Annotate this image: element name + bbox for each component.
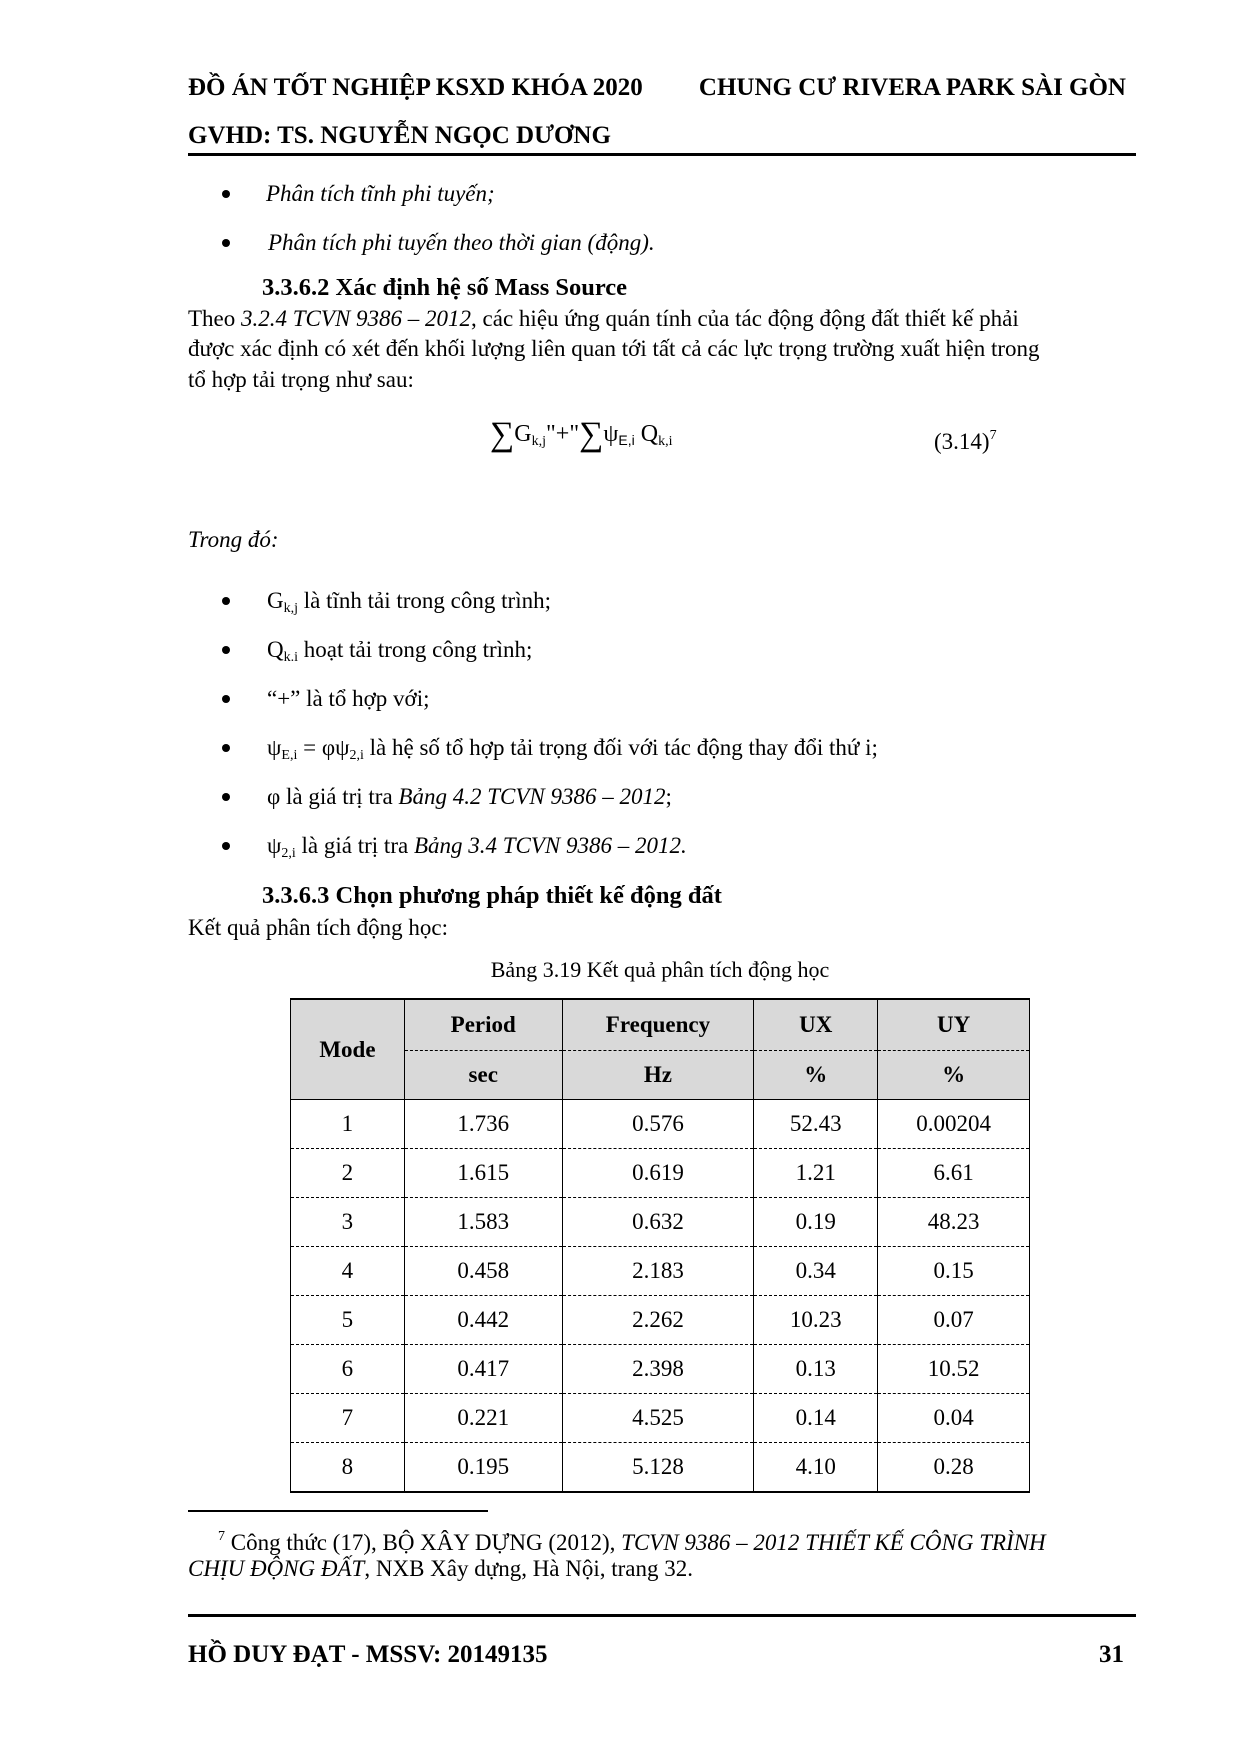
cell-mode: 8: [291, 1443, 405, 1493]
footnote-text: , NXB Xây dựng, Hà Nội, trang 32.: [364, 1556, 694, 1581]
cell-mode: 1: [291, 1100, 405, 1149]
symbol-subscript: k.i: [283, 650, 299, 665]
unit-period: sec: [404, 1051, 562, 1100]
formula-g-subscript: k,j: [531, 434, 546, 449]
header-period: Period: [404, 999, 562, 1051]
paragraph-rest: , các hiệu ứng quán tính của tác động động đất thiết kế phải: [471, 306, 1019, 331]
definition-phi: [267, 781, 672, 813]
footnote-number: 7: [218, 1529, 225, 1544]
table-row: [291, 1296, 1030, 1345]
section-heading-design-method: 3.3.6.3 Chọn phương pháp thiết kế động đất: [262, 882, 722, 909]
section-heading-mass-source: 3.3.6.2 Xác định hệ số Mass Source: [262, 274, 628, 301]
section-intro: Kết quả phân tích động học:: [188, 915, 448, 940]
bullet-dot: [222, 793, 230, 801]
cell-frequency: 2.262: [562, 1296, 754, 1345]
bullet-dot: [222, 842, 230, 850]
cell-frequency: 2.398: [562, 1345, 754, 1394]
unit-frequency: Hz: [562, 1051, 754, 1100]
cell-period: 1.583: [404, 1198, 562, 1247]
definition-plus: “+” là tổ hợp với;: [267, 686, 430, 711]
cell-period: 0.195: [404, 1443, 562, 1493]
footnote-title: CHỊU ĐỘNG ĐẤT: [188, 1556, 365, 1581]
cell-frequency: 2.183: [562, 1247, 754, 1296]
symbol-q: Q: [267, 637, 284, 662]
symbol-subscript: k,j: [283, 601, 299, 616]
cell-ux: 52.43: [754, 1100, 878, 1149]
cell-ux: 0.14: [754, 1394, 878, 1443]
cell-frequency: 0.619: [562, 1149, 754, 1198]
definition-end: ;: [665, 784, 672, 809]
cell-ux: 4.10: [754, 1443, 878, 1493]
paragraph-prefix: Theo: [188, 306, 242, 331]
header-left-title: ĐỒ ÁN TỐT NGHIỆP KSXD KHÓA 2020: [188, 74, 643, 101]
header-mode: Mode: [291, 999, 405, 1100]
cell-uy: 0.04: [878, 1394, 1030, 1443]
cell-frequency: 5.128: [562, 1443, 754, 1493]
formula-number-text: (3.14): [934, 429, 990, 454]
definition-reference: Bảng 4.2 TCVN 9386 – 2012: [398, 784, 666, 809]
cell-ux: 1.21: [754, 1149, 878, 1198]
bullet-dot: [222, 239, 230, 247]
where-label: Trong đó:: [188, 527, 279, 552]
footer-rule: [188, 1614, 1136, 1617]
cell-mode: 5: [291, 1296, 405, 1345]
footer-author: HỒ DUY ĐẠT - MSSV: 20149135: [188, 1641, 548, 1668]
cell-ux: 0.19: [754, 1198, 878, 1247]
formula-g: G: [514, 421, 532, 447]
footnote-rule: [188, 1510, 488, 1512]
table-header-row: [291, 999, 1030, 1051]
footnote-title: TCVN 9386 – 2012 THIẾT KẾ CÔNG TRÌNH: [621, 1530, 1046, 1555]
page-number: 31: [1099, 1641, 1124, 1668]
definition-gkj: [267, 585, 551, 625]
formula-q-subscript: k,i: [658, 434, 673, 449]
cell-uy: 0.15: [878, 1247, 1030, 1296]
symbol-psi: ψ: [267, 735, 282, 760]
symbol-subscript: E,i: [281, 748, 298, 763]
formula-psi: ψ: [603, 421, 619, 447]
bullet-dot: [222, 646, 230, 654]
table-row: [291, 1100, 1030, 1149]
table-row: [291, 1198, 1030, 1247]
paragraph-line-2: được xác định có xét đến khối lượng liên quan tới tất cả các lực trọng trường xuất hiện trong: [188, 336, 1040, 361]
footnote-line-2: [188, 1553, 693, 1585]
definition-psi-2i: [267, 830, 687, 870]
definition-text: là tĩnh tải trong công trình;: [298, 588, 551, 613]
dynamic-analysis-table: [290, 998, 1030, 1493]
table-row: [291, 1443, 1030, 1493]
definition-qki: [267, 634, 532, 674]
footnote-mark: 7: [989, 428, 997, 443]
unit-ux: %: [754, 1051, 878, 1100]
formula: [490, 416, 672, 454]
formula-number: [934, 420, 997, 458]
cell-ux: 0.13: [754, 1345, 878, 1394]
cell-ux: 10.23: [754, 1296, 878, 1345]
header-advisor: GVHD: TS. NGUYỄN NGỌC DƯƠNG: [188, 122, 611, 149]
cell-uy: 0.00204: [878, 1100, 1030, 1149]
bullet-dot: [222, 190, 230, 198]
cell-uy: 0.28: [878, 1443, 1030, 1493]
cell-mode: 2: [291, 1149, 405, 1198]
symbol-subscript: 2,i: [349, 748, 364, 763]
header-rule: [188, 153, 1136, 156]
cell-period: 0.458: [404, 1247, 562, 1296]
intro-bullet-1: Phân tích tĩnh phi tuyến;: [266, 181, 495, 206]
cell-mode: 7: [291, 1394, 405, 1443]
formula-q: Q: [640, 421, 659, 447]
bullet-dot: [222, 597, 230, 605]
cell-frequency: 0.576: [562, 1100, 754, 1149]
table-caption: Bảng 3.19 Kết quả phân tích động học: [490, 957, 830, 982]
paragraph-line-3: tổ hợp tải trọng như sau:: [188, 367, 414, 392]
cell-period: 0.417: [404, 1345, 562, 1394]
formula-plus: "+": [545, 421, 580, 447]
symbol-psi: ψ: [267, 833, 282, 858]
intro-bullet-2: Phân tích phi tuyến theo thời gian (động).: [268, 230, 655, 255]
table-row: [291, 1345, 1030, 1394]
cell-period: 1.736: [404, 1100, 562, 1149]
definition-text: là giá trị tra: [295, 833, 414, 858]
definition-psi-ei: [267, 732, 878, 772]
definition-text: hoạt tải trong công trình;: [298, 637, 533, 662]
definition-equation: = φψ: [297, 735, 350, 760]
cell-uy: 48.23: [878, 1198, 1030, 1247]
sum-symbol: ∑: [490, 416, 515, 453]
definition-reference: Bảng 3.4 TCVN 9386 – 2012.: [413, 833, 687, 858]
cell-uy: 10.52: [878, 1345, 1030, 1394]
paragraph-line-1: [188, 303, 1019, 335]
symbol-g: G: [267, 588, 284, 613]
table-row: [291, 1149, 1030, 1198]
cell-mode: 4: [291, 1247, 405, 1296]
cell-period: 1.615: [404, 1149, 562, 1198]
footnote-text: Công thức (17), BỘ XÂY DỰNG (2012),: [225, 1530, 622, 1555]
symbol-subscript: 2,i: [281, 846, 296, 861]
cell-frequency: 4.525: [562, 1394, 754, 1443]
formula-psi-subscript: E,i: [618, 432, 635, 448]
table-row: [291, 1394, 1030, 1443]
cell-frequency: 0.632: [562, 1198, 754, 1247]
cell-period: 0.442: [404, 1296, 562, 1345]
cell-period: 0.221: [404, 1394, 562, 1443]
cell-mode: 6: [291, 1345, 405, 1394]
header-uy: UY: [878, 999, 1030, 1051]
unit-uy: %: [878, 1051, 1030, 1100]
cell-ux: 0.34: [754, 1247, 878, 1296]
header-ux: UX: [754, 999, 878, 1051]
header-frequency: Frequency: [562, 999, 754, 1051]
cell-uy: 0.07: [878, 1296, 1030, 1345]
paragraph-reference: 3.2.4 TCVN 9386 – 2012: [241, 306, 472, 331]
cell-mode: 3: [291, 1198, 405, 1247]
definition-text: là hệ số tổ hợp tải trọng đối với tác động thay đổi thứ i;: [363, 735, 878, 760]
bullet-dot: [222, 744, 230, 752]
definition-text: φ là giá trị tra: [267, 784, 399, 809]
header-right-title: CHUNG CƯ RIVERA PARK SÀI GÒN: [698, 74, 1126, 101]
bullet-dot: [222, 695, 230, 703]
table-row: [291, 1247, 1030, 1296]
cell-uy: 6.61: [878, 1149, 1030, 1198]
sum-symbol: ∑: [579, 416, 604, 453]
